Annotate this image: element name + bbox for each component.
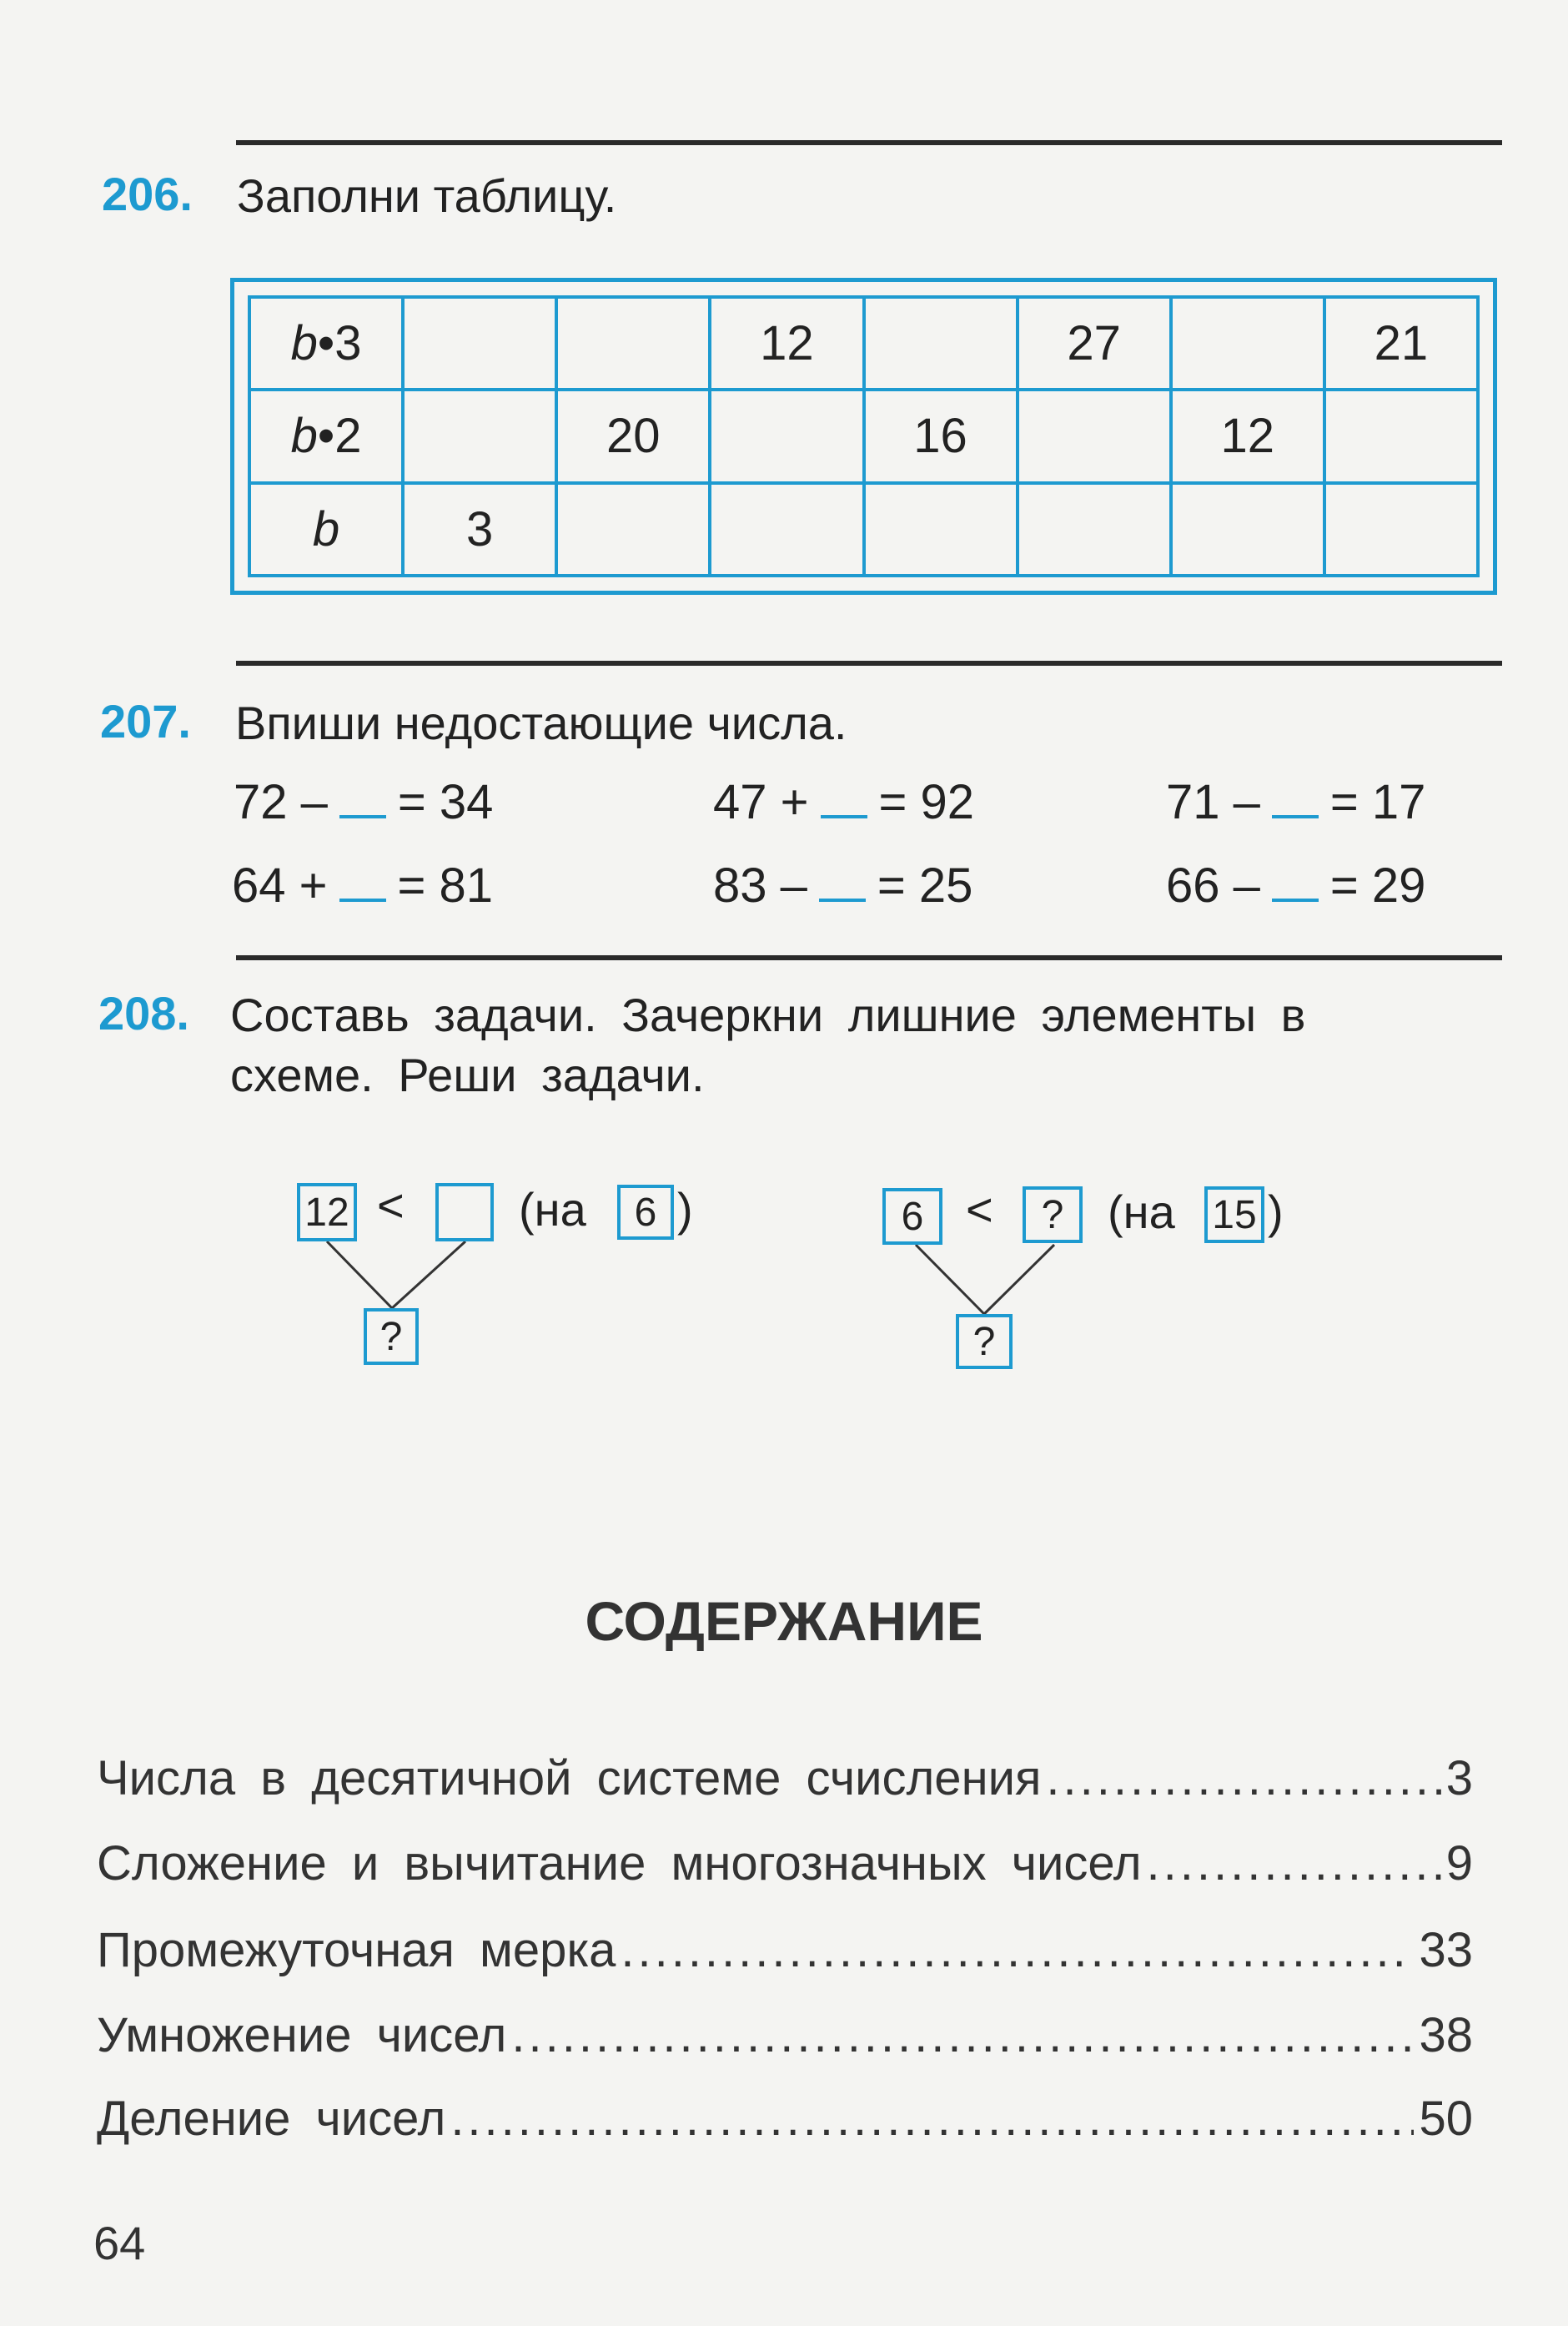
contents-item-5[interactable] bbox=[97, 2091, 1473, 2147]
row-label-operation: •3 bbox=[317, 316, 362, 371]
contents-title: СОДЕРЖАНИЕ bbox=[585, 1590, 983, 1652]
contents-item-label: Промежуточная мерка bbox=[97, 1923, 616, 1977]
exercise-206-task: Заполни таблицу. bbox=[237, 169, 617, 222]
leader-dots bbox=[1046, 1750, 1440, 1806]
scheme2-close-paren: ) bbox=[1268, 1186, 1284, 1238]
contents-item-page: 38 bbox=[1419, 2008, 1473, 2062]
equation-4: 64 + = 81 bbox=[232, 858, 493, 913]
scheme1-box-question[interactable]: ? bbox=[364, 1308, 419, 1365]
contents-item-label: Деление чисел bbox=[97, 2092, 446, 2146]
exercise-207-number: 207. bbox=[100, 695, 191, 748]
exercise-207-task: Впиши недостающие числа. bbox=[235, 697, 847, 749]
contents-item-2[interactable] bbox=[97, 1835, 1473, 1891]
equation-1: 72 – = 34 bbox=[234, 775, 494, 829]
scheme2-less-than: < bbox=[966, 1183, 993, 1236]
exercise-208-number: 208. bbox=[98, 987, 189, 1040]
page-number: 64 bbox=[93, 2217, 146, 2269]
contents-item-page: 50 bbox=[1419, 2092, 1473, 2146]
table-cell[interactable]: 20 bbox=[556, 390, 710, 482]
equation-2: 47 + = 92 bbox=[713, 775, 974, 829]
exercise-208-task-line1: Составь задачи. Зачеркни лишние элементы в bbox=[230, 989, 1306, 1041]
scheme1-box-b[interactable] bbox=[435, 1183, 494, 1241]
leader-dots bbox=[1147, 1835, 1441, 1891]
contents-item-label: Числа в десятичной системе счисления bbox=[97, 1751, 1042, 1805]
row-label-operation: •2 bbox=[317, 409, 362, 464]
contents-item-3[interactable] bbox=[97, 1922, 1473, 1978]
scheme2-box-diff[interactable]: 15 bbox=[1204, 1186, 1264, 1243]
contents-item-label: Сложение и вычитание многозначных чисел bbox=[97, 1836, 1142, 1891]
equation-3: 71 – = 17 bbox=[1166, 775, 1426, 829]
row-label-variable: b bbox=[290, 409, 318, 464]
table-cell[interactable]: 12 bbox=[1171, 390, 1324, 482]
contents-item-page: 9 bbox=[1445, 1836, 1473, 1891]
scheme2-box-question[interactable]: ? bbox=[956, 1314, 1013, 1369]
leader-dots bbox=[450, 2091, 1414, 2147]
contents-item-page: 33 bbox=[1419, 1923, 1473, 1977]
leader-dots bbox=[621, 1922, 1414, 1978]
scheme1-box-a[interactable]: 12 bbox=[297, 1183, 357, 1241]
row-label-variable: b bbox=[290, 316, 318, 371]
scheme1-box-diff[interactable]: 6 bbox=[617, 1185, 674, 1240]
contents-item-4[interactable] bbox=[97, 2007, 1473, 2063]
contents-item-1[interactable] bbox=[97, 1750, 1473, 1806]
scheme1-na-label: (на bbox=[519, 1183, 586, 1236]
exercise-206-number: 206. bbox=[102, 168, 193, 220]
table-cell[interactable]: 16 bbox=[864, 390, 1018, 482]
scheme2-na-label: (на bbox=[1108, 1186, 1175, 1238]
scheme1-close-paren: ) bbox=[677, 1183, 693, 1236]
table-cell[interactable]: 21 bbox=[1324, 297, 1478, 390]
equation-5: 83 – = 25 bbox=[713, 858, 973, 913]
contents-item-page: 3 bbox=[1445, 1751, 1473, 1805]
scheme1-less-than: < bbox=[377, 1179, 405, 1231]
exercise-208-task-line2: схеме. Реши задачи. bbox=[230, 1049, 705, 1101]
contents-item-label: Умножение чисел bbox=[97, 2008, 507, 2062]
row-label-variable: b bbox=[312, 501, 340, 556]
scheme2-box-b[interactable]: ? bbox=[1023, 1186, 1083, 1243]
table-cell[interactable]: 12 bbox=[710, 297, 863, 390]
table-cell[interactable]: 3 bbox=[403, 483, 556, 576]
table-cell[interactable]: 27 bbox=[1018, 297, 1171, 390]
scheme2-box-a[interactable]: 6 bbox=[882, 1188, 942, 1245]
equation-6: 66 – = 29 bbox=[1166, 858, 1426, 913]
leader-dots bbox=[511, 2007, 1414, 2063]
